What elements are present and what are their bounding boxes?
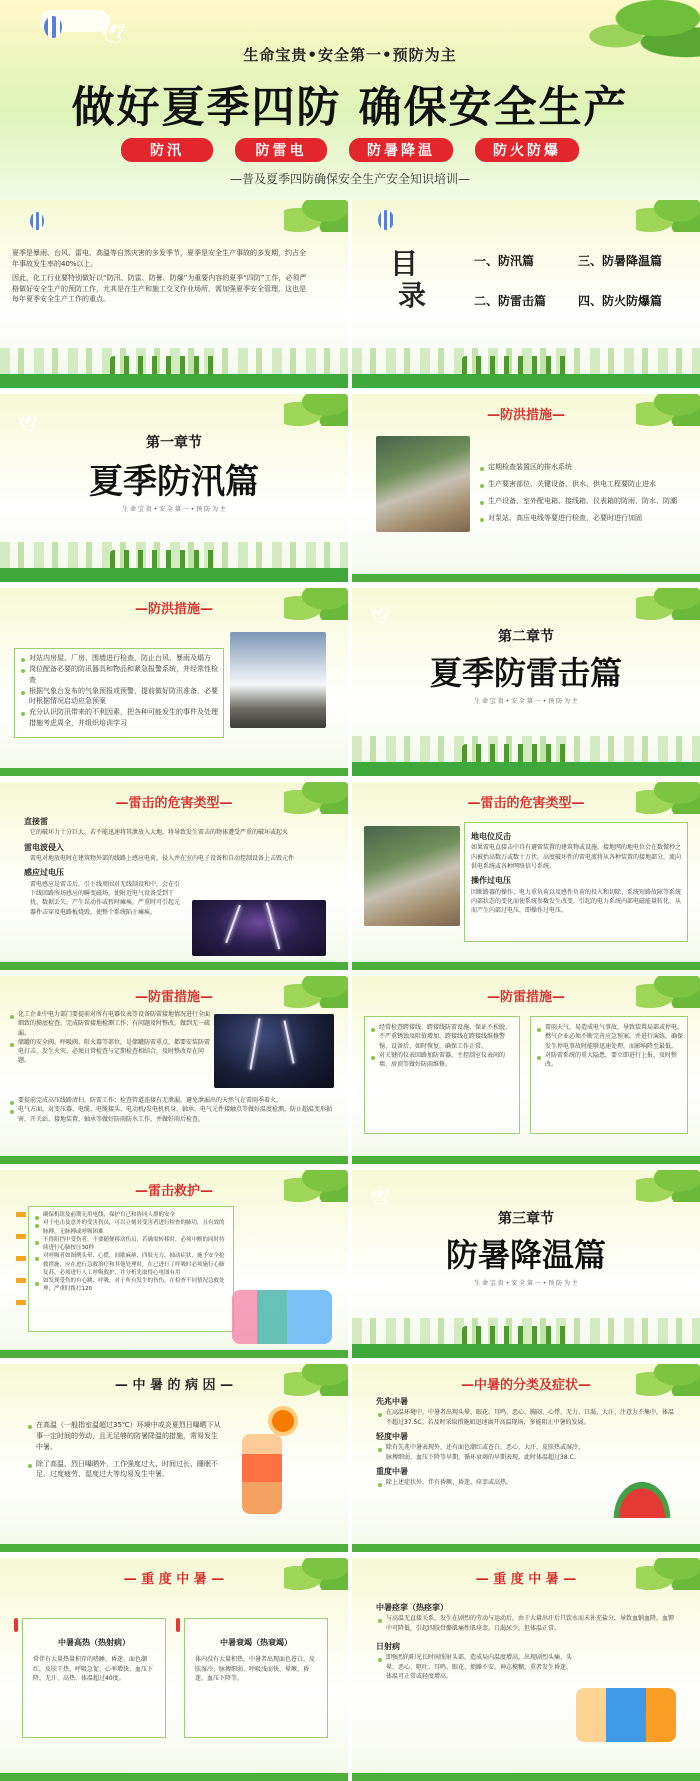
list-item: 不得阻挡中受伤者，不要随便移动伤员，若确需转移时，必须中断的同时持续进行心肺按压30秒: [33, 1236, 229, 1253]
list-item: 储罐的安全阀、呼吸阀、阻火器等部位，是储罐防雷重点，都要安装防雷电打击、发生火灾，必须日常检查与定期检查相结合，及时整改存在问题。: [8, 1038, 212, 1066]
slide-lightning-hazards-2: [352, 782, 700, 970]
balloon-icon: [30, 212, 44, 230]
flood-photo: [364, 826, 460, 926]
type-text: 除有先兆中暑表现外，还有面色潮红或苍白、恶心、大汗、皮肤热或湿冷、脉搏细弱、血压下降等早期、循环衰竭的早期表现，此时体温超过38.C。: [376, 1443, 586, 1462]
chapter-tagline: 生 命 宝 贵 • 安 全 第 一 • 预 防 为 主: [474, 1280, 578, 1287]
leaf-decoration: [284, 200, 348, 232]
rescue-box: [28, 1206, 234, 1332]
slide-title: — 重 度 中 暑 —: [475, 1572, 577, 1587]
list-item: 在高温（一般指室温超过35℃）环境中或炎夏烈日曝晒下从事一定时间的劳动，且无足够的防暑降温的措施，常易发生中暑。: [26, 1420, 222, 1453]
slide-heatstroke-causes: [0, 1364, 348, 1552]
list-item: 根据气象台发布的气象预报或预警，提前做好防汛准备，必要时根据情况启动应急预案: [19, 686, 219, 708]
slide-chapter-1: [0, 394, 348, 582]
flood-photo: [376, 436, 470, 532]
binder-rings: [16, 1212, 26, 1322]
storm-surge-photo: [230, 632, 326, 728]
first-aid-illustration: [576, 1688, 676, 1742]
list-item: 生产要害部位、关键设备、供水、供电工程要防止进水: [478, 479, 692, 490]
umbrella-watermelon-illustration: [606, 1472, 678, 1518]
chapter-number: 第二章节: [498, 629, 554, 645]
list-item: 定期检查装置区的排水系统: [478, 462, 692, 473]
thermometer-icon: [14, 1618, 18, 1632]
toc-item-3[interactable]: 三、防暑降温篇: [578, 254, 663, 268]
hazard-heading: 雷电波侵入: [24, 842, 64, 852]
slide-title: —雷击的危害类型—: [467, 796, 585, 811]
lightning-city-photo: [214, 1014, 334, 1088]
leaf-decoration: [636, 1170, 700, 1202]
list-item: 除了高温、烈日曝晒外，工作强度过大、时间过长、睡眠不足、过度疲劳、湿度过大等均易发生中暑。: [26, 1459, 222, 1481]
slide-title: —防洪措施—: [486, 408, 565, 423]
leaf-decoration: [284, 394, 348, 426]
severe-heading: 中暑衰竭（热衰竭）: [220, 1638, 292, 1647]
sweating-person-illustration: [242, 1434, 282, 1514]
hazard-heading: 操作过电压: [471, 876, 511, 886]
slide-title: —防雷措施—: [134, 990, 213, 1005]
list-item: 经常检查跨接线、跨接线防雷设施，保证不松脱、不严重锈蚀及阻值增加，跨接线在跨接线维修警惕、设备后、如时恢复，确保工作正常。: [369, 1023, 515, 1051]
hazard-heading: 感应过电压: [24, 868, 64, 878]
slide-title: —中暑的分类及症状—: [460, 1378, 591, 1393]
city-silhouette: [0, 538, 348, 582]
list-item: 要提前完成高压线路清扫、防雷工作；检查管道连接有无泄漏，避免泄漏出的天然气在雷雨季着火。: [8, 1096, 340, 1105]
list-item: 对站内房屋、厂房、围墙进行检查，防止台风、暴雨及塌方: [19, 653, 219, 664]
list-item: 对呼吸者如图例头晕、心慌、间歇麻痹、四肢无力、抽动症状，施予安全抢救措施，应在进行急救治疗和其他处理时，在已进行了呼吸时必须施行心肺复苏，必须进行人工呼吸救护，并分析先取得心电图有用: [33, 1252, 229, 1277]
list-item: 确保机组及前期无用电线，保护自己和协同人群的安全: [33, 1211, 229, 1219]
hazard-heading: 地电位反击: [471, 832, 511, 841]
thermometer-icon: [176, 1618, 180, 1632]
slide-flood-measures-2: [0, 588, 348, 776]
intro-paragraph-2: 因此，化工行业要特别做好以“防汛、防雷、防暑、防爆”为重要内容的夏季“四防”工作，必须严格做好安全生产的预防工作，尤其是在生产和施工交叉作业场所，需加强夏季安全管理，这也是每年夏季安全生产工作的重点。: [12, 273, 307, 304]
hazard-text: 雷电对地放电时在建筑物外部的线路上感应电荷，侵入并在室内电子设备和自动控制设备上击毁元件: [30, 855, 295, 863]
severe-box-1: [22, 1618, 166, 1738]
toc-label-1: 目: [390, 247, 419, 280]
type-heading: 重度中暑: [376, 1466, 408, 1476]
hazard-text: 雷电感应是雷击后，引下线周围对无线制设和中，会在引下线回路所场感应的瞬变磁场，使附近电气设备受到干扰、数据丢失，产生误动作或暂时瘫痪，严重时可引起元器件击穿及电路板烧毁，使整个系统陷于瘫痪。: [30, 880, 181, 916]
chapter-tagline: 生 命 宝 贵 • 安 全 第 一 • 预 防 为 主: [474, 698, 578, 705]
list-item: 电气方面，对变压器、电缆、电缆接头、电动机/发电机机身、轴承、电气元件接触点等做好温度检测，防止超温变形损害、开关站、接地装置、轴承等做好防雨防水工作，并做好雨后检查。: [8, 1105, 340, 1124]
intro-paragraph-1: 夏季是暴雨、台风、雷电、高温等自然灾害的多发季节，夏季是安全生产事故的多发期，约占全年事故发生率的40%以上。: [12, 249, 306, 268]
slide-title: —雷击救护—: [134, 1184, 213, 1199]
cover-subtitle: —普及夏季四防确保安全生产安全知识培训—: [229, 172, 470, 186]
slide-title: —雷击的危害类型—: [115, 796, 233, 811]
severe-heading: 中暑痉挛（热痉挛）: [376, 1603, 448, 1612]
type-text: 除上述症状外，伴有昏厥、昏迷、痉挛或高热。: [376, 1478, 676, 1487]
slide-chapter-3: [352, 1170, 700, 1358]
hazard-text: 因断路器的操作、电力重负荷以及感性负荷的投入和切除、系统短路故障等系统内部状态的变化而使系统参数发生改变，引起的电力系统内部电磁能量转化，从而产生内部过电压，即操作过电压。: [471, 888, 682, 915]
list-item: 对防雷系统的重大隐患，要立即进行上报，及时整改。: [535, 1051, 683, 1070]
list-item: 对泵站、高压电线等要进行检查，必要时进行加固: [478, 513, 692, 524]
pill-fire: 防火防爆: [475, 138, 579, 162]
pill-heat: 防暑降温: [349, 138, 453, 162]
city-silhouette: [352, 1314, 700, 1358]
balloon-icon: [378, 210, 394, 230]
leaf-decoration: [636, 200, 700, 232]
toc-label-2: 录: [398, 279, 427, 312]
slide-title: —防雷措施—: [486, 990, 565, 1005]
measures-box-left: [364, 1016, 520, 1134]
slide-title: — 中 暑 的 病 因 —: [114, 1378, 234, 1393]
dove-icon: 🕊: [100, 22, 126, 46]
cover-motto: 生命宝贵•安全第一•预防为主: [243, 46, 457, 64]
chapter-title: 防暑降温篇: [445, 1236, 606, 1274]
severe-box-2: [184, 1618, 328, 1738]
sun-icon: [272, 1410, 294, 1432]
list-item: 雷雨天气，易造成电气事故，导致装置局部或停电，燃气企业必须不断完善应急预案，并进行演练，确保发生停电事故时能够迅速处理，而影响降至最低。: [535, 1023, 683, 1051]
dove-icon: 🕊: [370, 1188, 391, 1207]
medics-illustration: [232, 1290, 332, 1344]
severe-text: 常伴有大量热量积存的嗜睡、昏迷、面色潮红，皮肤干热、呼吸急促、心率增快、血压下降，无汗、高热、体温超过40度。: [33, 1656, 154, 1682]
hazard-heading: 直接雷: [24, 817, 48, 826]
pill-flood: 防汛: [121, 138, 213, 162]
slide-lightning-measures-1: [0, 976, 348, 1164]
toc-item-1[interactable]: 一、防汛篇: [474, 254, 535, 268]
hazard-text: 它的破坏力十分巨大，若不能迅速将其泄放入大地，将导致发生雷击的物体遭受严重的破坏或起火: [30, 829, 289, 837]
severe-heading: 日射病: [376, 1641, 400, 1651]
measures-box-right: [530, 1016, 688, 1134]
toc-item-4[interactable]: 四、防火防爆篇: [578, 294, 663, 308]
list-item: 充分认识防汛带来的不利因素，把各种可能发生的事件及处理措施考虑周全，并组织培训学习: [19, 707, 219, 729]
slide-lightning-measures-2: [352, 976, 700, 1164]
severe-text: 体内没有大量积热，中暑者出现面色苍白、皮肤湿冷、脉搏细弱、呼吸浅而快、晕厥、昏迷、血压下降等。: [195, 1656, 316, 1682]
slide-title: —防洪措施—: [134, 602, 213, 617]
list-item: 化工企业中电力部门要提前对所有电器仪表等设备防雷接地情况进行全面细致的摸底检查，完成防雷接地检测工作；有问题及时整改，做到无一疏漏。: [8, 1010, 212, 1038]
balloon-icon: [44, 16, 62, 38]
list-item: 对关键的仪表回路加防雷器，主控制室仪表间的墙、房顶等做好防雨维修。: [369, 1051, 515, 1070]
chapter-title: 夏季防汛篇: [89, 462, 259, 502]
slide-toc: [352, 200, 700, 388]
severe-text: 即强烈的阳光长时间照射头部，造成局内温度增高。出现剧烈头痛、头晕、恶心、呕吐、耳鸣、眼花、烦躁不安，神志模糊，重者发生昏迷，体温可正常或轻度增高。: [376, 1653, 576, 1681]
chapter-title: 夏季防雷击篇: [429, 654, 622, 692]
slide-severe-heatstroke-2: [352, 1558, 700, 1781]
toc-item-2[interactable]: 二、防雷击篇: [474, 294, 547, 308]
slide-severe-heatstroke-1: [0, 1558, 348, 1781]
city-silhouette: [0, 344, 348, 388]
slide-lightning-hazards-1: [0, 782, 348, 970]
hazard-text: 如果雷电直接击中具有避雷装置的建筑物或设施，接地网的地电位会在数微秒之内被抬高数万或数十万伏，高度破坏性的雷电流将从各种装置的接地部分，流向供电系统或各种网络信号系统。: [471, 844, 682, 870]
chapter-tagline: 生 命 宝 贵 • 安 全 第 一 • 预 防 为 主: [122, 506, 226, 513]
cover-title: 做好夏季四防 确保安全生产: [71, 83, 629, 133]
list-item: 如发现受伤的有心跳、呼吸，对于所有发生的伤伤，在检查不同情况急救处理，严重时拨打120: [33, 1277, 229, 1294]
slide-heatstroke-types: [352, 1364, 700, 1552]
list-item: 生产设备、室外配电箱、接线箱、仪表箱的防雨、防水、防潮: [478, 496, 692, 507]
slide-lightning-rescue: [0, 1170, 348, 1358]
leaf-decoration: [636, 588, 700, 620]
slide-flood-measures-1: [352, 394, 700, 582]
type-heading: 轻度中暑: [376, 1431, 408, 1441]
dove-icon: 🕊: [370, 606, 391, 625]
topic-pills: [0, 138, 700, 162]
chapter-number: 第三章节: [498, 1211, 554, 1227]
type-heading: 先兆中暑: [376, 1397, 408, 1406]
city-silhouette: [352, 732, 700, 776]
list-item: 对于电击及意外的受害伤员，可以立刻对受害者进行检查的肺功，且有效的脉搏，无脉搏或呼吸困难: [33, 1219, 229, 1236]
list-item: 岗位配备必要的防汛器具和物品和紧急报警系统，并经常性检查: [19, 664, 219, 686]
pill-lightning: 防雷电: [235, 138, 327, 162]
chapter-number: 第一章节: [146, 435, 202, 451]
slide-chapter-2: [352, 588, 700, 776]
severe-text: 与高温无直接关系，发生在剧烈的劳动与运动后，由于大量出汗后只饮水而未补充盐分，导致血钠血降，血钾中可降低，引起四肢骨骼肌痛性肌痉挛，口渴尿少，但体温正常。: [376, 1614, 676, 1633]
slide-intro: [0, 200, 348, 388]
severe-heading: 中暑高热（热射病）: [58, 1638, 130, 1647]
measures-box: [14, 648, 224, 738]
cover-slide: [0, 0, 700, 200]
dove-icon: 🕊: [18, 414, 39, 433]
city-silhouette: [352, 344, 700, 388]
hazard-box: [464, 822, 688, 942]
type-text: 在高温环境中，中暑者出现头晕、眼花、耳鸣、恶心、胸闷、心悸、无力、口渴、大汗、注意力不集中，体温不超过37.5C。若及时采取措施如迅速离开高温现场，多能阻止中暑的发展。: [376, 1408, 676, 1427]
slide-title: — 重 度 中 暑 —: [123, 1572, 225, 1587]
lightning-photo: [192, 900, 326, 956]
